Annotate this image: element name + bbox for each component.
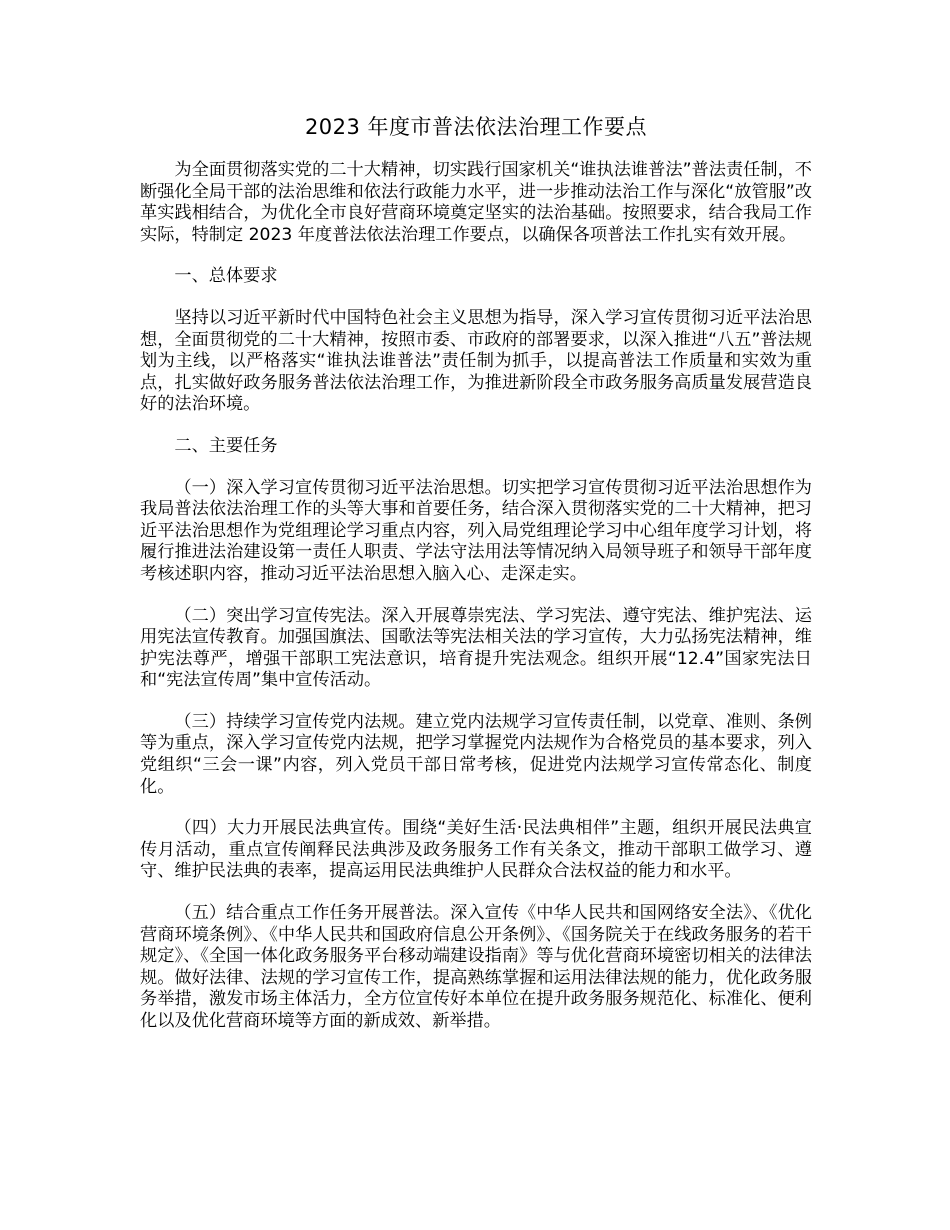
section-heading-general-requirements: 一、总体要求 xyxy=(174,266,278,287)
task-paragraph-1: （一）深入学习宣传贯彻习近平法治思想。切实把学习宣传贯彻习近平法治思想作为我局普法依法治理工作的头等大事和首要任务，结合深入贯彻落实党的二十大精神，把习近平法治思想作为党组理论学习重点内容，列入局党组理论学习中心组年度学习计划，将履行推进法治建设第一责任人职责、学法守法用法等情况纳入局领导班子和领导干部年度考核述职内容，推动习近平法治思想入脑入心、走深走实。 xyxy=(140,477,812,584)
intro-paragraph: 为全面贯彻落实党的二十大精神，切实践行国家机关“谁执法谁普法”普法责任制，不断强化全局干部的法治思维和依法行政能力水平，进一步推动法治工作与深化“放管服”改革实践相结合，为优化全市良好营商环境奠定坚实的法治基础。按照要求，结合我局工作实际，特制定 2023 年度普法依法治理工作要点，以确保各项普法工作扎实有效开展。 xyxy=(140,160,812,245)
general-requirements-paragraph: 坚持以习近平新时代中国特色社会主义思想为指导，深入学习宣传贯彻习近平法治思想，全面贯彻党的二十大精神，按照市委、市政府的部署要求，以深入推进“八五”普法规划为主线，以严格落实“谁执法谁普法”责任制为抓手，以提高普法工作质量和实效为重点，扎实做好政务服务普法依法治理工作，为推进新阶段全市政务服务高质量发展营造良好的法治环境。 xyxy=(140,307,812,415)
section-heading-main-tasks: 二、主要任务 xyxy=(174,435,278,456)
document-title: 2023 年度市普法依法治理工作要点 xyxy=(304,115,648,139)
task-paragraph-2: （二）突出学习宣传宪法。深入开展尊崇宪法、学习宪法、遵守宪法、维护宪法、运用宪法宣传教育。加强国旗法、国歌法等宪法相关法的学习宣传，大力弘扬宪法精神，维护宪法尊严，增强干部职工宪法意识，培育提升宪法观念。组织开展“12.4”国家宪法日和“宪法宣传周”集中宣传活动。 xyxy=(140,605,812,691)
document-page xyxy=(140,112,812,1053)
task-paragraph-5: （五）结合重点工作任务开展普法。深入宣传《中华人民共和国网络安全法》、《优化营商环境条例》、《中华人民共和国政府信息公开条例》、《国务院关于在线政务服务的若干规定》、《全国一体化政务服务平台移动端建设指南》等与优化营商环境密切相关的法律法规。做好法律、法规的学习宣传工作，提高熟练掌握和运用法律法规的能力，优化政务服务举措，激发市场主体活力，全方位宣传好本单位在提升政务服务规范化、标准化、便利化以及优化营商环境等方面的新成效、新举措。 xyxy=(140,903,812,1031)
task-paragraph-4: （四）大力开展民法典宣传。围绕“美好生活·民法典相伴”主题，组织开展民法典宣传月活动，重点宣传阐释民法典涉及政务服务工作有关条文，推动干部职工做学习、遵守、维护民法典的表率，提高运用民法典维护人民群众合法权益的能力和水平。 xyxy=(140,818,812,882)
task-paragraph-3: （三）持续学习宣传党内法规。建立党内法规学习宣传责任制，以党章、准则、条例等为重点，深入学习宣传党内法规，把学习掌握党内法规作为合格党员的基本要求，列入党组织“三会一课”内容，列入党员干部日常考核，促进党内法规学习宣传常态化、制度化。 xyxy=(140,711,812,797)
